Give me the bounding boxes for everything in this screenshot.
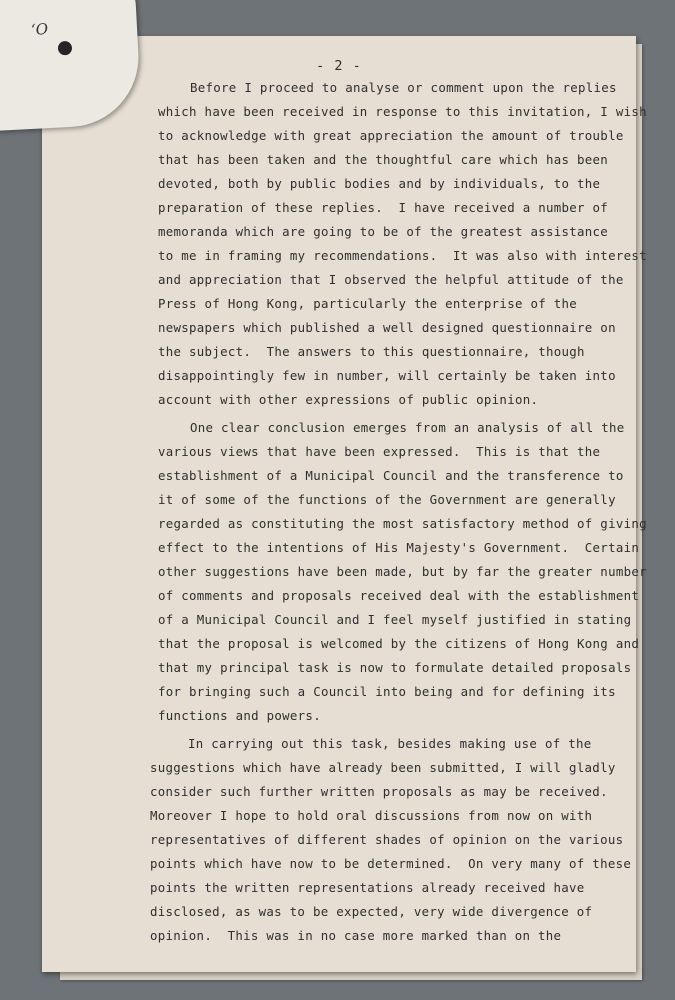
text-line: functions and powers. [158, 708, 321, 723]
text-line: the subject. The answers to this questionnaire, though [158, 344, 585, 359]
text-line: of comments and proposals received deal with the establishment [158, 588, 640, 603]
text-line: various views that have been expressed. This is that the [158, 444, 601, 459]
text-line: Moreover I hope to hold oral discussions from now on with [150, 808, 593, 823]
text-line: opinion. This was in no case more marked than on the [150, 928, 562, 943]
text-line: devoted, both by public bodies and by individuals, to the [158, 176, 601, 191]
text-line: effect to the intentions of His Majesty's Government. Certain [158, 540, 640, 555]
text-line: it of some of the functions of the Government are generally [158, 492, 616, 507]
text-line: account with other expressions of public opinion. [158, 392, 539, 407]
text-line: regarded as constituting the most satisfactory method of giving [158, 516, 647, 531]
text-line: newspapers which published a well designed questionnaire on [158, 320, 616, 335]
text-line: representatives of different shades of opinion on the various [150, 832, 624, 847]
text-line: of a Municipal Council and I feel myself justified in stating [158, 612, 632, 627]
text-line: One clear conclusion emerges from an analysis of all the [190, 420, 625, 435]
handwritten-mark: ʻO [30, 20, 49, 39]
text-line: memoranda which are going to be of the greatest assistance [158, 224, 609, 239]
body-text [42, 36, 647, 972]
text-line: to acknowledge with great appreciation the amount of trouble [158, 128, 624, 143]
text-line: Before I proceed to analyse or comment upon the replies [190, 80, 617, 95]
text-line: and appreciation that I observed the helpful attitude of the [158, 272, 624, 287]
page-number: - 2 - [316, 58, 362, 74]
text-line: that has been taken and the thoughtful care which has been [158, 152, 609, 167]
text-line: points which have now to be determined. On very many of these [150, 856, 632, 871]
text-line: that my principal task is now to formulate detailed proposals [158, 660, 632, 675]
text-line: preparation of these replies. I have received a number of [158, 200, 609, 215]
text-line: for bringing such a Council into being and for defining its [158, 684, 616, 699]
text-line: disclosed, as was to be expected, very wide divergence of [150, 904, 593, 919]
document-page [42, 36, 647, 972]
text-line: that the proposal is welcomed by the citizens of Hong Kong and [158, 636, 640, 651]
text-line: which have been received in response to this invitation, I wish [158, 104, 647, 119]
text-line: to me in framing my recommendations. It was also with interest [158, 248, 647, 263]
text-line: consider such further written proposals as may be received. [150, 784, 608, 799]
punch-hole [58, 41, 73, 56]
text-line: disappointingly few in number, will certainly be taken into [158, 368, 616, 383]
text-line: establishment of a Municipal Council and the transference to [158, 468, 624, 483]
text-line: points the written representations already received have [150, 880, 585, 895]
text-line: In carrying out this task, besides making use of the [188, 736, 592, 751]
text-line: other suggestions have been made, but by far the greater number [158, 564, 647, 579]
text-line: suggestions which have already been submitted, I will gladly [150, 760, 616, 775]
text-line: Press of Hong Kong, particularly the enterprise of the [158, 296, 578, 311]
